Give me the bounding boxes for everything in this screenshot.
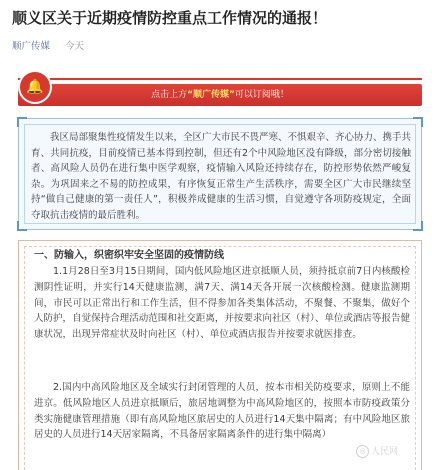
banner-text [18, 88, 422, 102]
banner-suffix: 可以订阅哦！ [234, 90, 289, 100]
notice-box [18, 118, 422, 230]
watermark-logo-icon: ◎ [356, 445, 369, 458]
article-title: 顺义区关于近期疫情防控重点工作情况的通报！ [12, 9, 328, 27]
author-link[interactable]: 顺广传媒 [12, 41, 51, 52]
banner-highlight[interactable]: “顺广传媒” [187, 90, 235, 100]
corner-decoration [17, 221, 27, 231]
paragraph-2: 2.国内中高风险地区及全域实行封闭管理的人员，按本市相关防疫要求，原则上不能进京。低风险地区人员进京抵顺后，旅居地调整为中高风险地区的，按照本市防疫政策分类实施健康管理措施（即有高风险地区旅居史的人员进行14天集中隔离；有中风险地区旅居史的人员进行14天居家隔离，不具备居家隔离条件的进行集中隔离） [34, 382, 410, 441]
notice-text: 我区局部聚集性疫情发生以来，全区广大市民不畏严寒、不惧艰辛、齐心协力、携手共育、共同抗疫，目前疫情已基本得到控制，但还有2个中风险地区没有降级，部分密切接触者、高风险人员仍在进行集中医学观察，疫情输入风险还持续存在，防控形势依然严峻复杂。为巩固来之不易的防控成果，有序恢复正常生产生活秩序，需要全区广大市民继续坚持“做自己健康的第一责任人”，积极养成健康的生活习惯，自觉遵守各项防疫规定，全面夺取抗击疫情的最后胜利。 [31, 132, 412, 221]
watermark-text: 人民网 [371, 447, 399, 457]
subscribe-banner[interactable] [18, 74, 422, 118]
banner-prefix: 点击上方 [151, 90, 188, 100]
corner-decoration [413, 221, 423, 231]
section-heading: 一、防输入，织密织牢安全坚固的疫情防线 [34, 250, 224, 261]
article-meta [12, 38, 84, 52]
watermark [356, 444, 398, 458]
bell-icon: 🔔 [20, 72, 50, 102]
corner-decoration [413, 117, 423, 127]
publish-time: 今天 [65, 41, 85, 52]
corner-decoration [17, 117, 27, 127]
paragraph-1: 1.1月28日至3月15日期间，国内低风险地区进京抵顺人员，须持抵京前7日内核酸检测阴性证明，并实行14天健康监测，满7天、满14天各开展一次核酸检测。健康监测期间，市民可以正常出行和工作生活，但不得参加各类集体活动，不聚餐、不聚集，做好个人防护，自觉保持合理活动范围和社交距离，并按要求向社区（村）、单位或酒店等报告健康状况，出现异常症状及时向社区（村）、单位或酒店报告并按要求就医排查。 [34, 266, 410, 341]
banner-divider [18, 78, 422, 80]
